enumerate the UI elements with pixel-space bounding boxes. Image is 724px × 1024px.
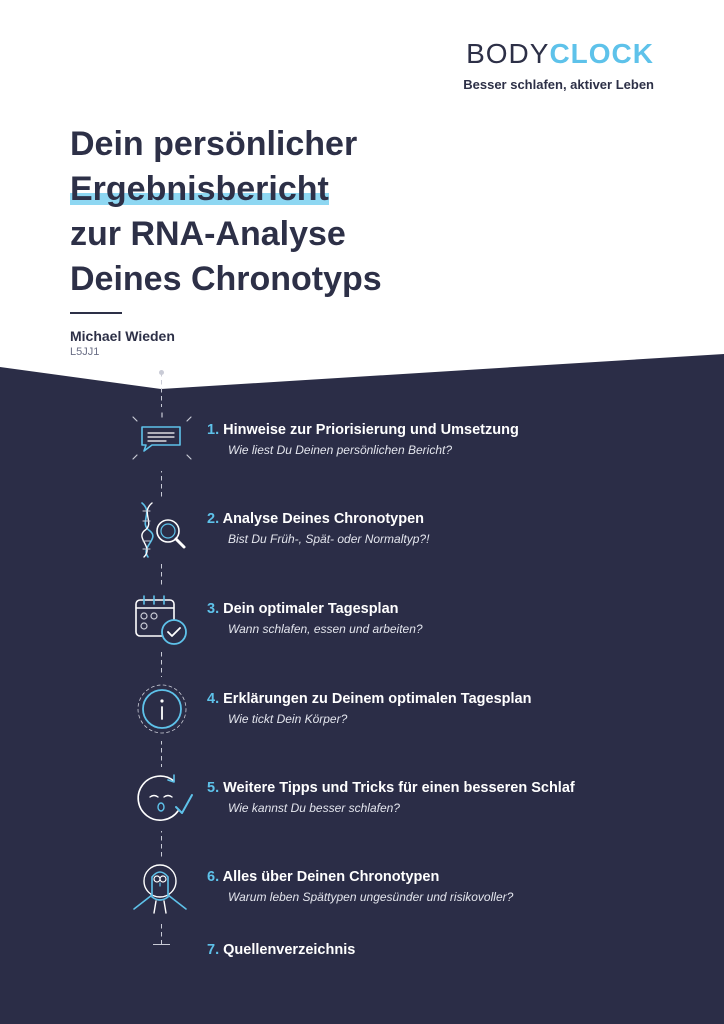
toc-item-2-subtitle: Bist Du Früh-, Spät- oder Normaltyp?! <box>228 532 430 546</box>
toc-item-3-title: 3. Dein optimaler Tagesplan <box>207 601 399 617</box>
brand-tagline: Besser schlafen, aktiver Leben <box>463 77 654 92</box>
toc-item-4[interactable] <box>207 691 531 726</box>
toc-item-4-subtitle: Wie tickt Dein Körper? <box>228 712 348 726</box>
name-divider <box>70 312 122 314</box>
title-line-1: Dein persönlicher <box>70 125 358 163</box>
toc-item-7[interactable] <box>207 942 355 958</box>
toc-item-3-subtitle: Wann schlafen, essen und arbeiten? <box>228 622 423 636</box>
toc-item-6-subtitle: Warum leben Spättypen ungesünder und risikovoller? <box>228 890 514 904</box>
toc-item-1-title: 1. Hinweise zur Priorisierung und Umsetzung <box>207 422 519 438</box>
title-line-4: Deines Chronotyps <box>70 260 382 298</box>
info-icon <box>130 677 194 741</box>
toc-item-3[interactable] <box>207 601 423 636</box>
toc-item-4-title: 4. Erklärungen zu Deinem optimalen Tagesplan <box>207 691 532 707</box>
recipient-code: L5JJ1 <box>70 346 100 358</box>
toc-item-7-title: 7. Quellenverzeichnis <box>207 942 356 958</box>
toc-item-2-title: 2. Analyse Deines Chronotypen <box>207 511 425 527</box>
sleeping-face-icon <box>130 767 194 831</box>
toc-item-6[interactable] <box>207 869 513 904</box>
toc-item-5[interactable] <box>207 780 575 815</box>
toc-item-5-subtitle: Wie kannst Du besser schlafen? <box>228 801 400 815</box>
bodyclock-logo: BODYCLOCK <box>466 38 654 69</box>
timeline-end-mark <box>153 944 170 945</box>
toc-item-1-subtitle: Wie liest Du Deinen persönlichen Bericht? <box>228 443 453 457</box>
title-line-2-highlighted: Ergebnisbericht <box>70 167 329 212</box>
toc-item-6-title: 6. Alles über Deinen Chronotypen <box>207 869 440 885</box>
page-title <box>70 122 382 302</box>
owl-icon <box>130 857 194 921</box>
toc-item-2[interactable] <box>207 511 429 546</box>
title-line-3: zur RNA-Analyse <box>70 215 346 253</box>
recipient-name: Michael Wieden <box>70 328 175 344</box>
dna-magnifier-icon <box>130 497 194 561</box>
toc-item-5-title: 5. Weitere Tipps und Tricks für einen besseren Schlaf <box>207 780 575 796</box>
toc-item-1[interactable] <box>207 422 519 457</box>
speech-bubble-icon <box>130 407 194 471</box>
calendar-check-icon <box>130 588 194 652</box>
